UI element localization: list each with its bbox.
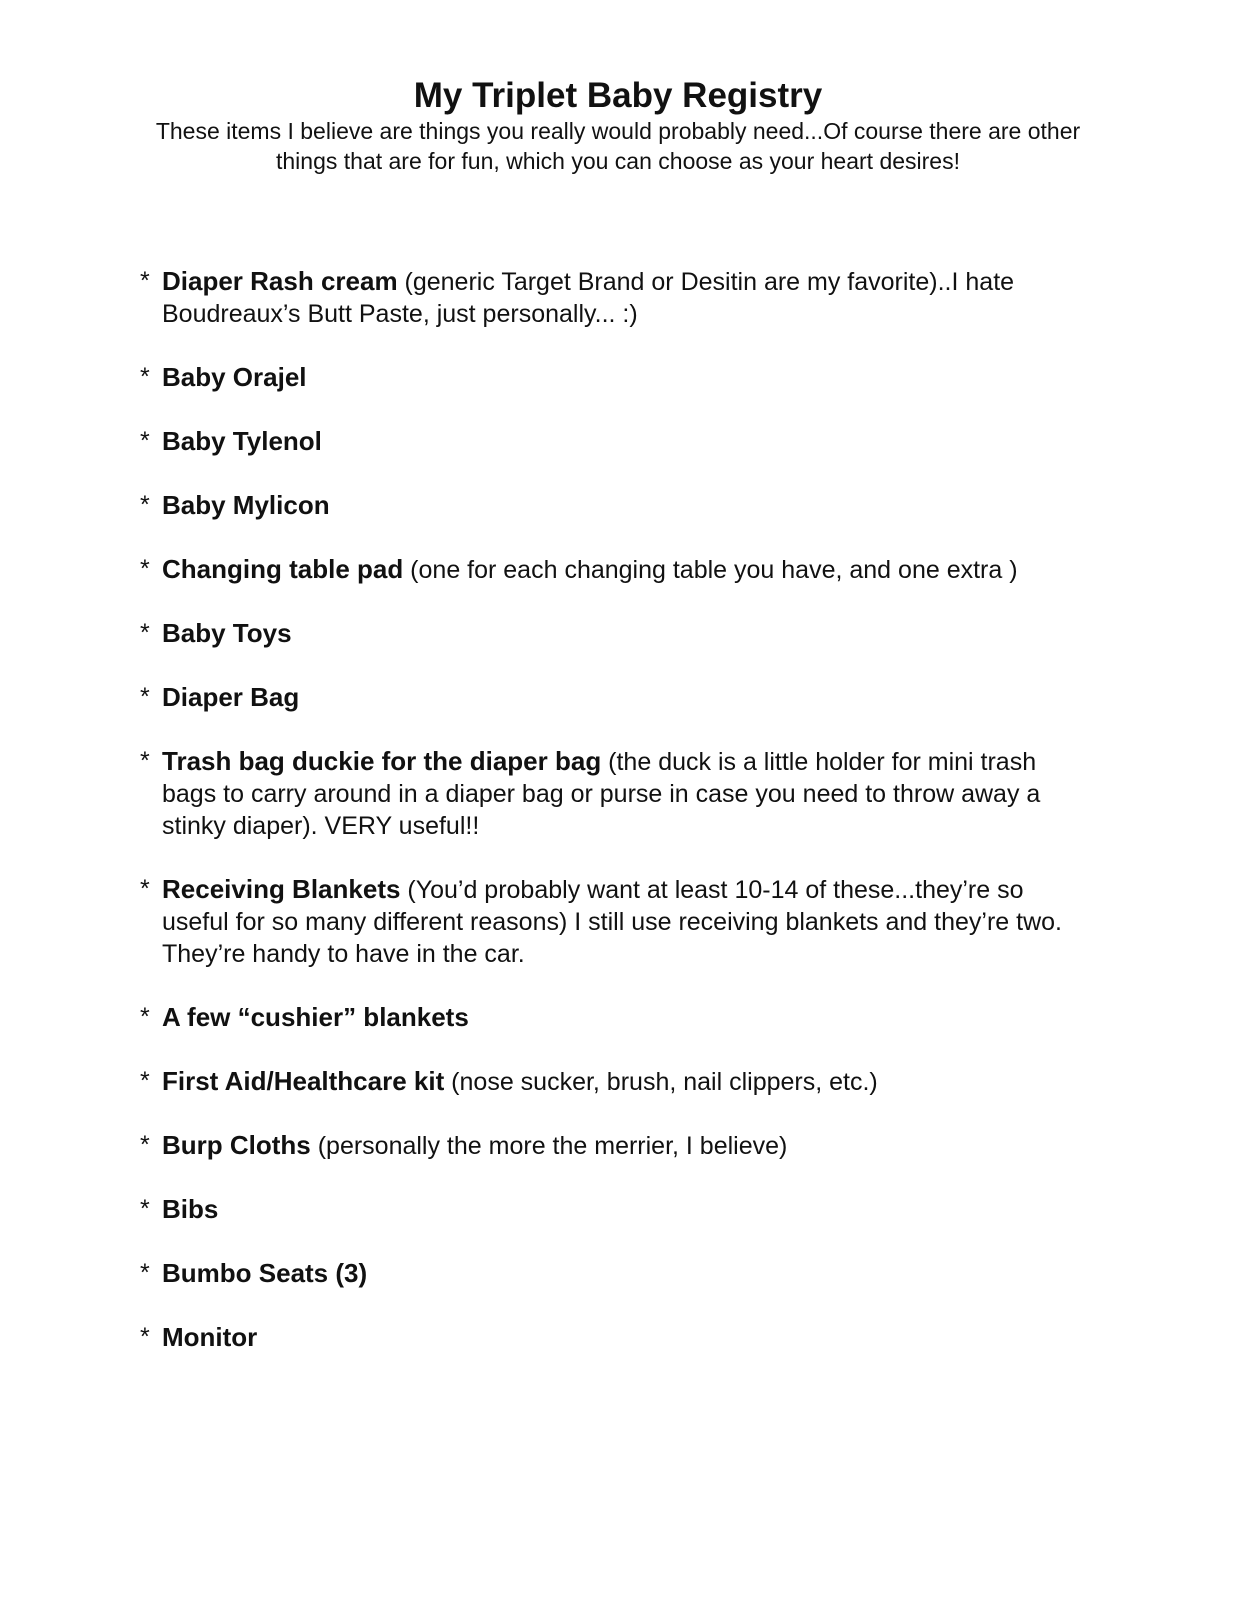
- item-name: Diaper Rash cream: [162, 266, 398, 296]
- list-item: [140, 1321, 1080, 1354]
- item-text: [162, 1001, 1080, 1034]
- item-name: A few “cushier” blankets: [162, 1002, 469, 1032]
- list-item: [140, 681, 1080, 714]
- item-note: (You’d probably want at least 10-14 of these...they’re so useful for so many different reasons) I still use receiving blankets and they’re two. They’re handy to have in the car.: [162, 876, 1062, 968]
- item-note: (the duck is a little holder for mini trash bags to carry around in a diaper bag or purse in case you need to throw away a stinky diaper). VERY useful!!: [162, 748, 1041, 840]
- bullet-marker: *: [140, 875, 150, 903]
- list-item: [140, 1257, 1080, 1290]
- item-text: [162, 745, 1080, 842]
- list-item: [140, 617, 1080, 650]
- item-note: (nose sucker, brush, nail clippers, etc.): [444, 1068, 878, 1096]
- bullet-marker: *: [140, 1323, 150, 1351]
- item-text: [162, 681, 1080, 714]
- list-item: [140, 553, 1080, 586]
- item-name: Burp Cloths: [162, 1130, 311, 1160]
- item-text: [162, 553, 1080, 586]
- item-text: [162, 1257, 1080, 1290]
- bullet-marker: *: [140, 555, 150, 583]
- page-subtitle: These items I believe are things you really would probably need...Of course there are other things that are for fun, which you can choose as your heart desires!: [155, 118, 1081, 174]
- bullet-marker: *: [140, 491, 150, 519]
- bullet-marker: *: [140, 363, 150, 391]
- item-text: [162, 873, 1080, 970]
- bullet-marker: *: [140, 747, 150, 775]
- bullet-marker: *: [140, 1067, 150, 1095]
- item-name: Diaper Bag: [162, 682, 300, 712]
- list-item: [140, 425, 1080, 458]
- registry-list: [140, 265, 1080, 1385]
- item-text: [162, 1321, 1080, 1354]
- bullet-marker: *: [140, 1003, 150, 1031]
- item-text: [162, 361, 1080, 394]
- bullet-marker: *: [140, 427, 150, 455]
- item-note: (one for each changing table you have, and one extra ): [403, 556, 1018, 584]
- list-item: [140, 1001, 1080, 1034]
- item-note: (generic Target Brand or Desitin are my favorite)..I hate Boudreaux’s Butt Paste, just personally... :): [162, 268, 1015, 328]
- item-name: Baby Orajel: [162, 362, 307, 392]
- item-name: Baby Tylenol: [162, 426, 322, 456]
- item-text: [162, 265, 1080, 330]
- bullet-marker: *: [140, 267, 150, 295]
- item-name: Baby Toys: [162, 618, 292, 648]
- item-text: [162, 489, 1080, 522]
- item-note: (personally the more the merrier, I believe): [310, 1132, 788, 1160]
- item-text: [162, 425, 1080, 458]
- bullet-marker: *: [140, 1131, 150, 1159]
- bullet-marker: *: [140, 683, 150, 711]
- list-item: [140, 1065, 1080, 1098]
- bullet-marker: *: [140, 1195, 150, 1223]
- list-item: [140, 265, 1080, 330]
- list-item: [140, 489, 1080, 522]
- item-text: [162, 1129, 1080, 1162]
- item-name: Baby Mylicon: [162, 490, 330, 520]
- item-text: [162, 1065, 1080, 1098]
- page-title: My Triplet Baby Registry: [413, 76, 823, 115]
- list-item: [140, 745, 1080, 842]
- item-name: First Aid/Healthcare kit: [162, 1066, 445, 1096]
- bullet-marker: *: [140, 1259, 150, 1287]
- item-text: [162, 1193, 1080, 1226]
- list-item: [140, 1129, 1080, 1162]
- item-name: Monitor: [162, 1322, 258, 1352]
- list-item: [140, 873, 1080, 970]
- item-name: Bumbo Seats (3): [162, 1258, 368, 1288]
- item-name: Trash bag duckie for the diaper bag: [162, 746, 602, 776]
- list-item: [140, 1193, 1080, 1226]
- item-name: Changing table pad: [162, 554, 404, 584]
- list-item: [140, 361, 1080, 394]
- item-name: Receiving Blankets: [162, 874, 401, 904]
- item-text: [162, 617, 1080, 650]
- bullet-marker: *: [140, 619, 150, 647]
- item-name: Bibs: [162, 1194, 219, 1224]
